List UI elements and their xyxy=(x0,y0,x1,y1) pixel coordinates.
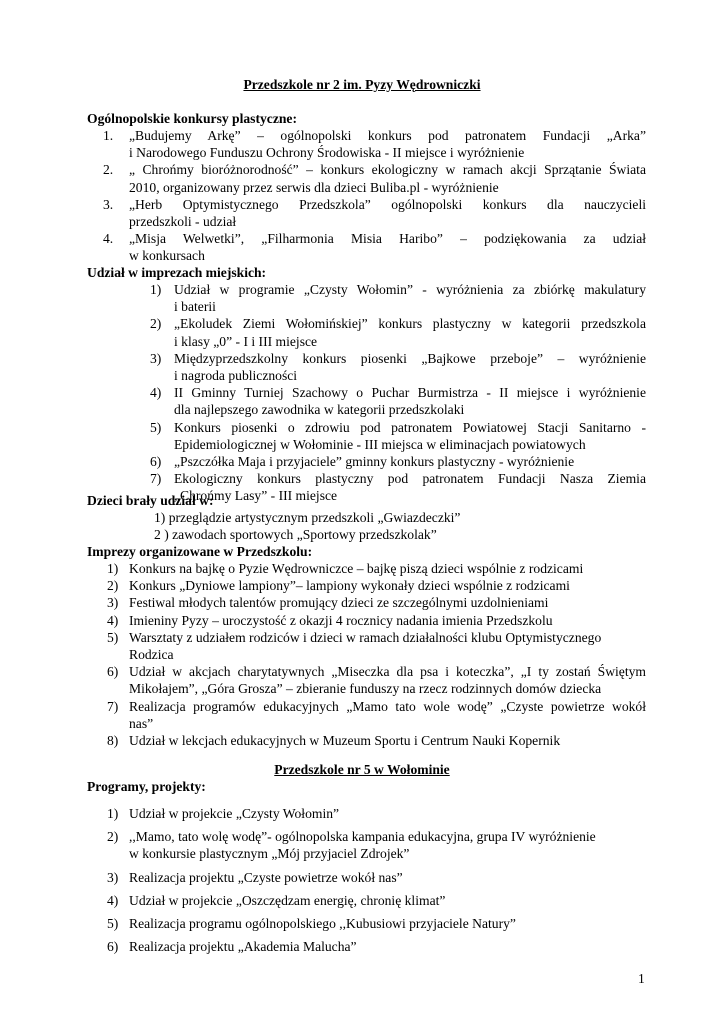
list-item: 6) Realizacja projektu „Akademia Malucha” xyxy=(107,939,357,955)
list-item: 5) Realizacja programu ogólnopolskiego ,,Kubusiowi przyjaciele Natury” xyxy=(107,916,516,932)
list-item: 7) Ekologiczny konkurs plastyczny pod patronatem Fundacji Nasza Ziemia „Chrońmy Lasy” - III miejsce xyxy=(150,471,646,504)
list-item: 4. „Misja Welwetki”, „Filharmonia Misia Haribo” – podziękowania za udział w konkursach xyxy=(103,231,646,264)
list-item: 2) „Ekoludek Ziemi Wołomińskiej” konkurs plastyczny w kategorii przedszkola i klasy „0” - I i III miejsce xyxy=(150,316,646,349)
kids-heading: Dzieci brały udział w: xyxy=(87,493,214,508)
contests-list xyxy=(103,127,646,265)
city-events-list xyxy=(150,281,646,505)
list-item: 2. „ Chrońmy bioróżnorodność” – konkurs ekologiczny w ramach akcji Sprzątanie Świata 2010, organizowany przez serwis dla dzieci Buliba.pl - wyróżnienie xyxy=(103,162,646,195)
section-title-przedszkole-5: Przedszkole nr 5 w Wołominie xyxy=(274,762,450,777)
list-item: 3) Realizacja projektu „Czyste powietrze wokół nas” xyxy=(107,869,403,885)
kids-item: 2 ) zawodach sportowych „Sportowy przedszkolak” xyxy=(154,527,437,542)
list-item: 1. „Budujemy Arkę” – ogólnopolski konkurs pod patronatem Fundacji „Arka” i Narodowego Funduszu Ochrony Środowiska - II miejsce i wyróżnienie xyxy=(103,128,646,161)
list-item: 6) Udział w akcjach charytatywnych „Miseczka dla psa i koteczka”, „I ty zostań Świętym Mikołajem”, „Góra Grosza” – zbieranie funduszy na rzecz rodzinnych domów dziecka xyxy=(107,664,646,697)
list-item: 1) Udział w programie „Czysty Wołomin” - wyróżnienia za zbiórkę makulatury i baterii xyxy=(150,282,646,315)
list-item: 1) Konkurs na bajkę o Pyzie Wędrowniczce – bajkę piszą dzieci wspólnie z rodzicami xyxy=(107,561,584,576)
events-heading: Imprezy organizowane w Przedszkolu: xyxy=(87,544,313,559)
list-item: 2) ,,Mamo, tato wolę wodę”- ogólnopolska kampania edukacyjna, grupa IV wyróżnienie w konkursie plastycznym „Mój przyjaciel Zdrojek” xyxy=(107,829,596,862)
list-item: 1) Udział w projekcie „Czysty Wołomin” xyxy=(107,806,340,821)
programs-list xyxy=(107,805,646,955)
list-item: 4) II Gminny Turniej Szachowy o Puchar Burmistrza - II miejsce i wyróżnienie dla najlepszego zawodnika w kategorii przedszkolaki xyxy=(150,385,646,418)
page-number: 1 xyxy=(638,971,645,986)
section-title-przedszkole-2: Przedszkole nr 2 im. Pyzy Wędrowniczki xyxy=(243,77,481,92)
list-item: 2) Konkurs „Dyniowe lampiony”– lampiony wykonały dzieci wspólnie z rodzicami xyxy=(107,578,570,594)
list-item: 4) Udział w projekcie „Oszczędzam energię, chronię klimat” xyxy=(107,892,446,908)
list-item: 5) Konkurs piosenki o zdrowiu pod patronatem Powiatowej Stacji Sanitarno - Epidemiologicznej w Wołominie - III miejsca w eliminacjach powiatowych xyxy=(150,419,646,452)
programs-heading: Programy, projekty: xyxy=(87,779,206,794)
events-list xyxy=(107,560,646,749)
list-item: 7) Realizacja programów edukacyjnych „Mamo tato wole wodę” „Czyste powietrze wokół nas” xyxy=(107,698,646,731)
kids-item: 1) przeglądzie artystycznym przedszkoli „Gwiazdeczki” xyxy=(154,510,461,525)
list-item: 5) Warsztaty z udziałem rodziców i dzieci w ramach działalności klubu Optymistycznego Rodzica xyxy=(107,629,602,663)
list-item: 8) Udział w lekcjach edukacyjnych w Muzeum Sportu i Centrum Nauki Kopernik xyxy=(107,733,561,749)
list-item: 3) Festiwal młodych talentów promujący dzieci ze szczególnymi uzdolnieniami xyxy=(107,595,549,611)
list-item: 6) „Pszczółka Maja i przyjaciele” gminny konkurs plastyczny - wyróżnienie xyxy=(150,454,575,470)
list-item: 3) Międzyprzedszkolny konkurs piosenki „Bajkowe przeboje” – wyróżnienie i nagroda publiczności xyxy=(150,350,646,384)
city-events-heading: Udział w imprezach miejskich: xyxy=(87,265,267,280)
contests-heading: Ogólnopolskie konkursy plastyczne: xyxy=(87,111,297,126)
list-item: 4) Imieniny Pyzy – uroczystość z okazji 4 rocznicy nadania imienia Przedszkolu xyxy=(107,612,553,628)
list-item: 3. „Herb Optymistycznego Przedszkola” ogólnopolski konkurs dla nauczycieli przedszkoli - udział xyxy=(103,196,646,230)
